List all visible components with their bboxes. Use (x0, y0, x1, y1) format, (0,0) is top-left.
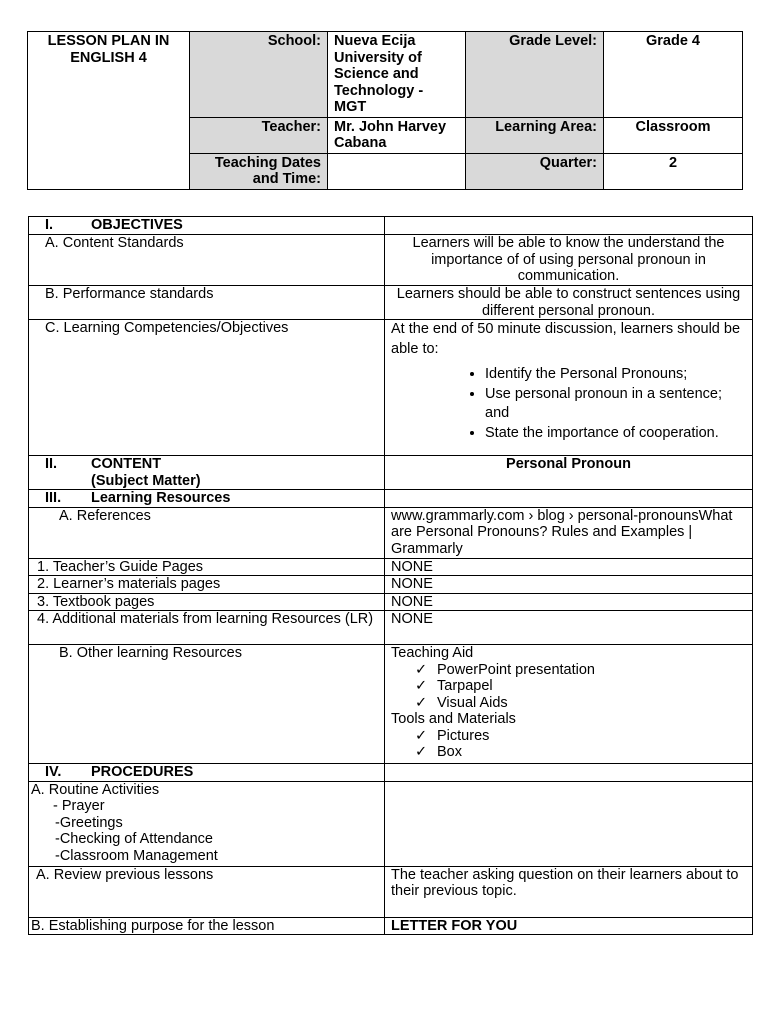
resources-heading-blank (385, 490, 753, 508)
content-num: II. (45, 456, 58, 472)
check-icon: ✓ (415, 727, 428, 744)
tools-item: ✓ Box (415, 744, 462, 760)
quarter-value: 2 (604, 153, 743, 189)
resources-heading (29, 490, 385, 508)
check-icon: ✓ (415, 744, 428, 760)
grade-level-label: Grade Level: (466, 32, 604, 118)
competency-item: • State the importance of cooperation. (485, 424, 746, 444)
competencies-list (391, 365, 746, 443)
additional-materials-value: NONE (385, 611, 753, 645)
competency-item: • Identify the Personal Pronouns; (485, 365, 746, 385)
resources-num: III. (45, 490, 62, 506)
additional-materials-text: 4. Additional materials from learning Resources (LR) (37, 611, 374, 627)
additional-materials-label (29, 611, 385, 645)
teacher-value: Mr. John Harvey Cabana (328, 117, 466, 153)
content-standards-value: Learners will be able to know the understand the importance of of using personal pronoun in communication. (385, 235, 753, 286)
other-resources-cell (385, 645, 753, 764)
teaching-aid-title: Teaching Aid (391, 645, 474, 661)
school-label: School: (190, 32, 328, 118)
check-icon: ✓ (415, 678, 428, 694)
references-label: A. References (29, 507, 385, 558)
competency-item: • Use personal pronoun in a sentence; and (485, 385, 746, 424)
teaching-aid-item: ✓ PowerPoint presentation (415, 661, 595, 678)
lesson-plan-title: LESSON PLAN IN ENGLISH 4 (28, 32, 190, 190)
review-lessons-value: The teacher asking question on their learners about to their previous topic. (385, 866, 753, 917)
objectives-heading (29, 217, 385, 235)
check-icon: ✓ (415, 694, 428, 711)
content-heading (29, 456, 385, 490)
objectives-title: OBJECTIVES (91, 217, 183, 233)
procedures-heading (29, 764, 385, 782)
procedures-heading-blank (385, 764, 753, 782)
procedures-title: PROCEDURES (91, 764, 194, 780)
other-resources-label: B. Other learning Resources (29, 645, 385, 764)
objectives-num: I. (45, 217, 54, 233)
routine-activities-blank (385, 781, 753, 866)
establishing-purpose-value: LETTER FOR YOU (385, 917, 753, 935)
competencies-cell (385, 320, 753, 456)
resources-title: Learning Resources (91, 490, 231, 506)
header-table (27, 31, 743, 190)
routine-activities-cell (29, 781, 385, 866)
performance-standards-value: Learners should be able to construct sentences using different personal pronoun. (385, 286, 753, 320)
routine-item: - Prayer (53, 798, 105, 814)
learning-area-label: Learning Area: (466, 117, 604, 153)
content-title: CONTENT (91, 456, 162, 472)
teaching-dates-value (328, 153, 466, 189)
learners-materials-label: 2. Learner’s materials pages (29, 576, 385, 594)
textbook-pages-label: 3. Textbook pages (29, 593, 385, 611)
performance-standards-label: B. Performance standards (29, 286, 385, 320)
check-icon: ✓ (415, 661, 428, 678)
competencies-intro: At the end of 50 minute discussion, learners should be able to: (391, 321, 741, 357)
objectives-heading-blank (385, 217, 753, 235)
content-standards-label: A. Content Standards (29, 235, 385, 286)
school-value: Nueva Ecija University of Science and Technology - MGT (328, 32, 466, 118)
review-lessons-label: A. Review previous lessons (29, 866, 385, 917)
teacher-label: Teacher: (190, 117, 328, 153)
teaching-aid-item: ✓ Visual Aids (415, 694, 508, 711)
teachers-guide-value: NONE (385, 558, 753, 576)
quarter-label: Quarter: (466, 153, 604, 189)
learning-area-value: Classroom (604, 117, 743, 153)
teaching-dates-label: Teaching Dates and Time: (190, 153, 328, 189)
routine-item: -Classroom Management (55, 847, 218, 864)
textbook-pages-value: NONE (385, 593, 753, 611)
establishing-purpose-label: B. Establishing purpose for the lesson (29, 917, 385, 935)
routine-item: -Greetings (55, 814, 123, 831)
routine-item: -Checking of Attendance (55, 831, 213, 847)
procedures-num: IV. (45, 764, 62, 780)
learners-materials-value: NONE (385, 576, 753, 594)
routine-title: A. Routine Activities (31, 781, 160, 798)
lesson-plan-table (28, 216, 753, 935)
content-subtitle: (Subject Matter) (91, 472, 201, 489)
tools-item: ✓ Pictures (415, 727, 490, 744)
competencies-label: C. Learning Competencies/Objectives (29, 320, 385, 456)
teachers-guide-label: 1. Teacher’s Guide Pages (29, 558, 385, 576)
grade-level-value: Grade 4 (604, 32, 743, 118)
tools-title: Tools and Materials (391, 711, 516, 727)
content-value: Personal Pronoun (385, 456, 753, 490)
teaching-aid-item: ✓ Tarpapel (415, 678, 493, 694)
references-value: www.grammarly.com › blog › personal-pronounsWhat are Personal Pronouns? Rules and Examples | Grammarly (385, 507, 753, 558)
